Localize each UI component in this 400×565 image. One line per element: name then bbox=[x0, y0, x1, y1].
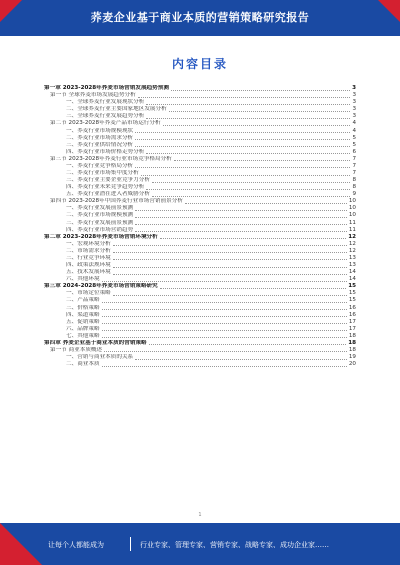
toc-entry[interactable] bbox=[44, 354, 356, 361]
toc-entry-label: 第四节 2023-2028年中国荞麦行业市场营销前景分析 bbox=[50, 198, 183, 205]
toc-leader-dots bbox=[135, 359, 347, 360]
toc-leader-dots bbox=[135, 224, 347, 225]
toc-entry-label: 二、商业本质 bbox=[66, 361, 100, 368]
toc-entry[interactable] bbox=[44, 85, 356, 92]
toc-entry-label: 二、荞麦行业市场集中度分析 bbox=[66, 170, 139, 177]
toc-entry-page: 7 bbox=[352, 170, 356, 177]
toc-leader-dots bbox=[163, 125, 351, 126]
toc-entry[interactable] bbox=[44, 241, 356, 248]
toc-leader-dots bbox=[135, 132, 350, 133]
toc-leader-dots bbox=[146, 118, 350, 119]
toc-entry-page: 15 bbox=[348, 283, 356, 290]
toc-entry[interactable] bbox=[44, 120, 356, 127]
toc-entry-page: 16 bbox=[348, 304, 356, 311]
toc-entry[interactable] bbox=[44, 135, 356, 142]
toc-leader-dots bbox=[113, 245, 347, 246]
toc-leader-dots bbox=[113, 274, 347, 275]
toc-leader-dots bbox=[160, 238, 346, 239]
toc-entry-label: 第一章 2023-2028年荞麦市场营销发展趋势预测 bbox=[44, 85, 169, 92]
toc-leader-dots bbox=[138, 97, 351, 98]
toc-leader-dots bbox=[149, 344, 347, 345]
toc-entry-label: 一、荞麦行业市场规模现状 bbox=[66, 127, 134, 134]
toc-entry[interactable] bbox=[44, 170, 356, 177]
toc-leader-dots bbox=[104, 351, 347, 352]
toc-entry-label: 一、荞麦行业竞争格局分析 bbox=[66, 162, 134, 169]
toc-entry[interactable] bbox=[44, 290, 356, 297]
toc-leader-dots bbox=[174, 160, 351, 161]
toc-entry[interactable] bbox=[44, 191, 356, 198]
toc-entry[interactable] bbox=[44, 156, 356, 163]
toc-entry[interactable] bbox=[44, 312, 356, 319]
toc-entry-label: 三、荞麦行业主要企业竞争力分析 bbox=[66, 177, 150, 184]
toc-leader-dots bbox=[135, 167, 350, 168]
toc-leader-dots bbox=[185, 203, 347, 204]
toc-entry-label: 五、技术发展环境 bbox=[66, 269, 111, 276]
toc-entry[interactable] bbox=[44, 347, 356, 354]
toc-entry-page: 3 bbox=[352, 85, 356, 92]
toc-entry-label: 一、市场定位策略 bbox=[66, 290, 111, 297]
toc-entry-page: 11 bbox=[348, 219, 356, 226]
toc-entry-label: 二、荞麦行业市场需求分析 bbox=[66, 134, 134, 141]
toc-entry-label: 三、荞麦行业供给情况分析 bbox=[66, 141, 134, 148]
toc-entry[interactable] bbox=[44, 198, 356, 205]
toc-entry-page: 5 bbox=[352, 134, 356, 141]
toc-entry-page: 16 bbox=[348, 311, 356, 318]
footer-divider bbox=[130, 537, 131, 551]
toc-entry[interactable] bbox=[44, 184, 356, 191]
toc-entry-page: 12 bbox=[348, 233, 356, 240]
toc-leader-dots bbox=[135, 217, 347, 218]
toc-entry[interactable] bbox=[44, 340, 356, 347]
toc-entry-label: 一、营销与商业本质的关系 bbox=[66, 354, 134, 361]
toc-entry-label: 二、市场需求分析 bbox=[66, 247, 111, 254]
toc-entry[interactable] bbox=[44, 177, 356, 184]
toc-entry-page: 13 bbox=[348, 262, 356, 269]
footer-slogan-left: 让每个人都能成为 bbox=[48, 541, 104, 549]
toc-leader-dots bbox=[141, 175, 351, 176]
toc-leader-dots bbox=[146, 189, 350, 190]
toc-leader-dots bbox=[102, 316, 347, 317]
toc-entry-label: 第一节 商业本质概述 bbox=[50, 346, 103, 353]
toc-entry-page: 15 bbox=[348, 297, 356, 304]
toc-entry-label: 四、渠道策略 bbox=[66, 311, 100, 318]
toc-entry[interactable] bbox=[44, 283, 356, 290]
toc-entry-page: 10 bbox=[348, 212, 356, 219]
toc-entry-page: 18 bbox=[348, 332, 356, 339]
toc-entry-label: 一、宏观环境分析 bbox=[66, 240, 111, 247]
toc-entry-page: 19 bbox=[348, 354, 356, 361]
toc-entry-page: 9 bbox=[352, 191, 356, 198]
toc-entry-label: 四、政策法规环境 bbox=[66, 262, 111, 269]
toc-entry[interactable] bbox=[44, 212, 356, 219]
page-number: 1 bbox=[198, 512, 202, 518]
toc-entry-page: 18 bbox=[348, 339, 356, 346]
toc-entry-page: 7 bbox=[352, 155, 356, 162]
toc-entry-page: 11 bbox=[348, 226, 356, 233]
toc-entry-page: 18 bbox=[348, 346, 356, 353]
toc-heading: 内容目录 bbox=[171, 57, 228, 71]
toc-entry-label: 第二节 2023-2028年荞麦产品市场运行分析 bbox=[50, 120, 161, 127]
footer-accent bbox=[0, 523, 42, 565]
toc-entry-label: 第一节 全球荞麦市场发展趋势分析 bbox=[50, 92, 136, 99]
toc-entry-label: 五、荞麦行业潜在进入者威胁分析 bbox=[66, 191, 150, 198]
toc-entry[interactable] bbox=[44, 297, 356, 304]
toc-entry[interactable] bbox=[44, 304, 356, 311]
toc-entry-page: 3 bbox=[352, 106, 356, 113]
toc-entry-page: 14 bbox=[348, 276, 356, 283]
toc-leader-dots bbox=[171, 90, 350, 91]
toc-entry-label: 三、全球荞麦行业发展趋势分析 bbox=[66, 113, 145, 120]
toc-entry-page: 3 bbox=[352, 99, 356, 106]
toc-entry-label: 三、价格策略 bbox=[66, 304, 100, 311]
toc-entry-label: 第四章 荞麦企业基于商业本质的营销策略 bbox=[44, 339, 147, 346]
toc-entry-label: 七、其他策略 bbox=[66, 332, 100, 339]
toc-entry[interactable] bbox=[44, 142, 356, 149]
toc-entry-label: 四、荞麦行业市场营销趋势 bbox=[66, 226, 134, 233]
toc-leader-dots bbox=[113, 252, 347, 253]
toc-leader-dots bbox=[146, 104, 350, 105]
toc-entry-label: 一、荞麦行业发展前景预测 bbox=[66, 205, 134, 212]
toc-leader-dots bbox=[135, 139, 350, 140]
toc-entry-page: 10 bbox=[348, 205, 356, 212]
toc-entry[interactable] bbox=[44, 127, 356, 134]
toc-leader-dots bbox=[102, 337, 347, 338]
toc-entry-label: 四、荞麦行业未来竞争趋势分析 bbox=[66, 184, 145, 191]
toc-leader-dots bbox=[160, 288, 346, 289]
toc-entry-page: 3 bbox=[352, 92, 356, 99]
toc-entry-label: 二、全球荞麦行业主要国家地区发展分析 bbox=[66, 106, 167, 113]
toc-entry-page: 17 bbox=[348, 325, 356, 332]
toc-entry-page: 17 bbox=[348, 318, 356, 325]
toc-entry[interactable] bbox=[44, 333, 356, 340]
toc-leader-dots bbox=[135, 210, 347, 211]
document-header bbox=[0, 0, 400, 36]
toc-entry-label: 六、其他环境 bbox=[66, 276, 100, 283]
toc-leader-dots bbox=[146, 153, 350, 154]
toc-entry[interactable] bbox=[44, 149, 356, 156]
toc-entry[interactable] bbox=[44, 262, 356, 269]
toc-entry[interactable] bbox=[44, 227, 356, 234]
toc-entry[interactable] bbox=[44, 248, 356, 255]
toc-entry[interactable] bbox=[44, 319, 356, 326]
toc-leader-dots bbox=[102, 309, 347, 310]
toc-entry-label: 六、品牌策略 bbox=[66, 325, 100, 332]
toc-entry-label: 四、荞麦行业市场价格走势分析 bbox=[66, 148, 145, 155]
toc-entry[interactable] bbox=[44, 326, 356, 333]
toc-entry-page: 13 bbox=[348, 254, 356, 261]
toc-leader-dots bbox=[102, 366, 347, 367]
toc-leader-dots bbox=[102, 302, 347, 303]
toc-entry[interactable] bbox=[44, 219, 356, 226]
toc-leader-dots bbox=[152, 196, 351, 197]
toc-entry[interactable] bbox=[44, 205, 356, 212]
toc-leader-dots bbox=[152, 182, 351, 183]
toc-entry-label: 第三章 2024-2028年荞麦市场营销策略研究 bbox=[44, 283, 158, 290]
toc-entry-page: 8 bbox=[352, 177, 356, 184]
toc-entry-label: 五、促销策略 bbox=[66, 318, 100, 325]
toc-entry[interactable] bbox=[44, 361, 356, 368]
toc-entry-label: 二、产品策略 bbox=[66, 297, 100, 304]
document-title: 荞麦企业基于商业本质的营销策略研究报告 bbox=[90, 11, 310, 24]
toc-entry-page: 15 bbox=[348, 290, 356, 297]
toc-entry[interactable] bbox=[44, 99, 356, 106]
toc-entry[interactable] bbox=[44, 163, 356, 170]
toc-leader-dots bbox=[169, 111, 351, 112]
toc-entry[interactable] bbox=[44, 106, 356, 113]
toc-entry-page: 4 bbox=[352, 120, 356, 127]
toc-leader-dots bbox=[135, 231, 347, 232]
toc-entry[interactable] bbox=[44, 255, 356, 262]
toc-entry-page: 3 bbox=[352, 113, 356, 120]
toc-entry-page: 12 bbox=[348, 240, 356, 247]
toc-entry-label: 二、荞麦行业市场规模预测 bbox=[66, 212, 134, 219]
toc-entry-label: 三、行业竞争环境 bbox=[66, 254, 111, 261]
toc-entry-page: 12 bbox=[348, 247, 356, 254]
toc-entry[interactable] bbox=[44, 234, 356, 241]
toc-leader-dots bbox=[113, 295, 347, 296]
footer-slogan-right: 行业专家、管理专家、营销专家、战略专家、成功企业家…… bbox=[140, 541, 329, 549]
toc-entry-page: 14 bbox=[348, 269, 356, 276]
toc-entry-label: 第三节 2023-2028年荞麦行业市场竞争格局分析 bbox=[50, 155, 172, 162]
table-of-contents bbox=[44, 85, 356, 368]
toc-leader-dots bbox=[102, 323, 347, 324]
toc-entry[interactable] bbox=[44, 269, 356, 276]
toc-entry[interactable] bbox=[44, 276, 356, 283]
toc-entry-page: 8 bbox=[352, 184, 356, 191]
toc-entry[interactable] bbox=[44, 113, 356, 120]
document-footer bbox=[0, 523, 400, 565]
toc-entry-page: 4 bbox=[352, 127, 356, 134]
toc-leader-dots bbox=[135, 146, 350, 147]
toc-leader-dots bbox=[113, 267, 347, 268]
toc-leader-dots bbox=[102, 281, 347, 282]
toc-entry-label: 三、荞麦行业发展前景预测 bbox=[66, 219, 134, 226]
toc-leader-dots bbox=[113, 259, 347, 260]
toc-entry-page: 20 bbox=[348, 361, 356, 368]
toc-entry-label: 一、全球荞麦行业发展现状分析 bbox=[66, 99, 145, 106]
toc-entry-page: 7 bbox=[352, 162, 356, 169]
toc-entry-page: 6 bbox=[352, 148, 356, 155]
toc-entry-page: 5 bbox=[352, 141, 356, 148]
toc-entry-label: 第二章 2023-2028年荞麦市场营销环境分析 bbox=[44, 233, 158, 240]
toc-entry[interactable] bbox=[44, 92, 356, 99]
toc-leader-dots bbox=[102, 330, 347, 331]
toc-entry-page: 10 bbox=[348, 198, 356, 205]
